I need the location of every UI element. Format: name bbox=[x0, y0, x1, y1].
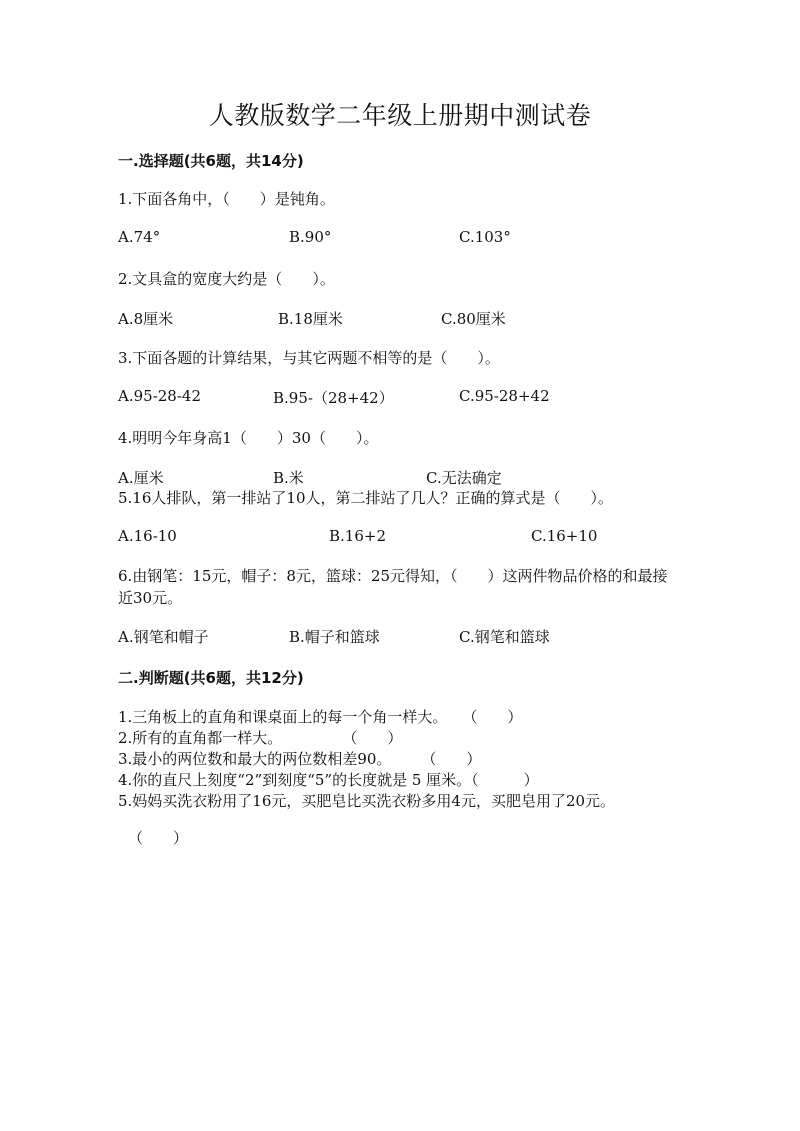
question-6-options bbox=[118, 626, 678, 646]
question-1-options bbox=[118, 228, 678, 248]
judgement-item-4: 4.你的直尺上刻度“2”到刻度“5”的长度就是 5 厘米。（ ） bbox=[118, 771, 539, 789]
option-a[interactable]: A.8厘米 bbox=[118, 310, 174, 328]
judgement-item-3: 3.最小的两位数和最大的两位数相差90。 （ ） bbox=[118, 750, 482, 768]
question-5: 5.16人排队，第一排站了10人，第二排站了几人？正确的算式是（ ）。 bbox=[118, 489, 613, 507]
option-a[interactable]: A.厘米 bbox=[118, 469, 164, 487]
section-heading-judgement: 二.判断题(共6题，共12分) bbox=[118, 669, 304, 687]
option-c[interactable]: C.16+10 bbox=[531, 527, 598, 545]
question-4: 4.明明今年身高1（ ）30（ ）。 bbox=[118, 429, 379, 447]
option-a[interactable]: A.95-28-42 bbox=[118, 387, 201, 405]
option-a[interactable]: A.钢笔和帽子 bbox=[118, 628, 209, 646]
option-c[interactable]: C.钢笔和篮球 bbox=[459, 628, 550, 646]
question-4-options bbox=[118, 467, 678, 487]
option-c[interactable]: C.103° bbox=[459, 228, 511, 246]
judgement-item-2: 2.所有的直角都一样大。 （ ） bbox=[118, 729, 403, 747]
option-b[interactable]: B.16+2 bbox=[329, 527, 386, 545]
section-heading-choice: 一.选择题(共6题，共14分) bbox=[118, 152, 304, 170]
option-b[interactable]: B.米 bbox=[273, 469, 304, 487]
answer-blank[interactable]: （ ） bbox=[128, 829, 189, 847]
question-2: 2.文具盒的宽度大约是（ ）。 bbox=[118, 270, 335, 288]
option-a[interactable]: A.74° bbox=[118, 228, 161, 246]
question-3-options bbox=[118, 387, 678, 407]
question-6: 6.由钢笔：15元，帽子：8元，篮球：25元得知，（ ）这两件物品价格的和最接近30元。 bbox=[118, 567, 668, 607]
page-title: 人教版数学二年级上册期中测试卷 bbox=[208, 101, 592, 130]
judgement-item-5: 5.妈妈买洗衣粉用了16元，买肥皂比买洗衣粉多用4元，买肥皂用了20元。 bbox=[118, 792, 616, 810]
option-c[interactable]: C.95-28+42 bbox=[459, 387, 550, 405]
option-c[interactable]: C.80厘米 bbox=[441, 310, 506, 328]
option-b[interactable]: B.18厘米 bbox=[278, 310, 343, 328]
option-c[interactable]: C.无法确定 bbox=[426, 469, 502, 487]
question-1: 1.下面各角中，（ ）是钝角。 bbox=[118, 190, 335, 208]
option-b[interactable]: B.90° bbox=[289, 228, 332, 246]
option-b[interactable]: B.95-（28+42） bbox=[273, 389, 394, 407]
question-5-options bbox=[118, 527, 678, 547]
judgement-item-1: 1.三角板上的直角和课桌面上的每一个角一样大。 （ ） bbox=[118, 708, 523, 726]
option-b[interactable]: B.帽子和篮球 bbox=[289, 628, 380, 646]
question-3: 3.下面各题的计算结果，与其它两题不相等的是（ ）。 bbox=[118, 349, 500, 367]
option-a[interactable]: A.16-10 bbox=[118, 527, 177, 545]
question-2-options bbox=[118, 308, 678, 328]
